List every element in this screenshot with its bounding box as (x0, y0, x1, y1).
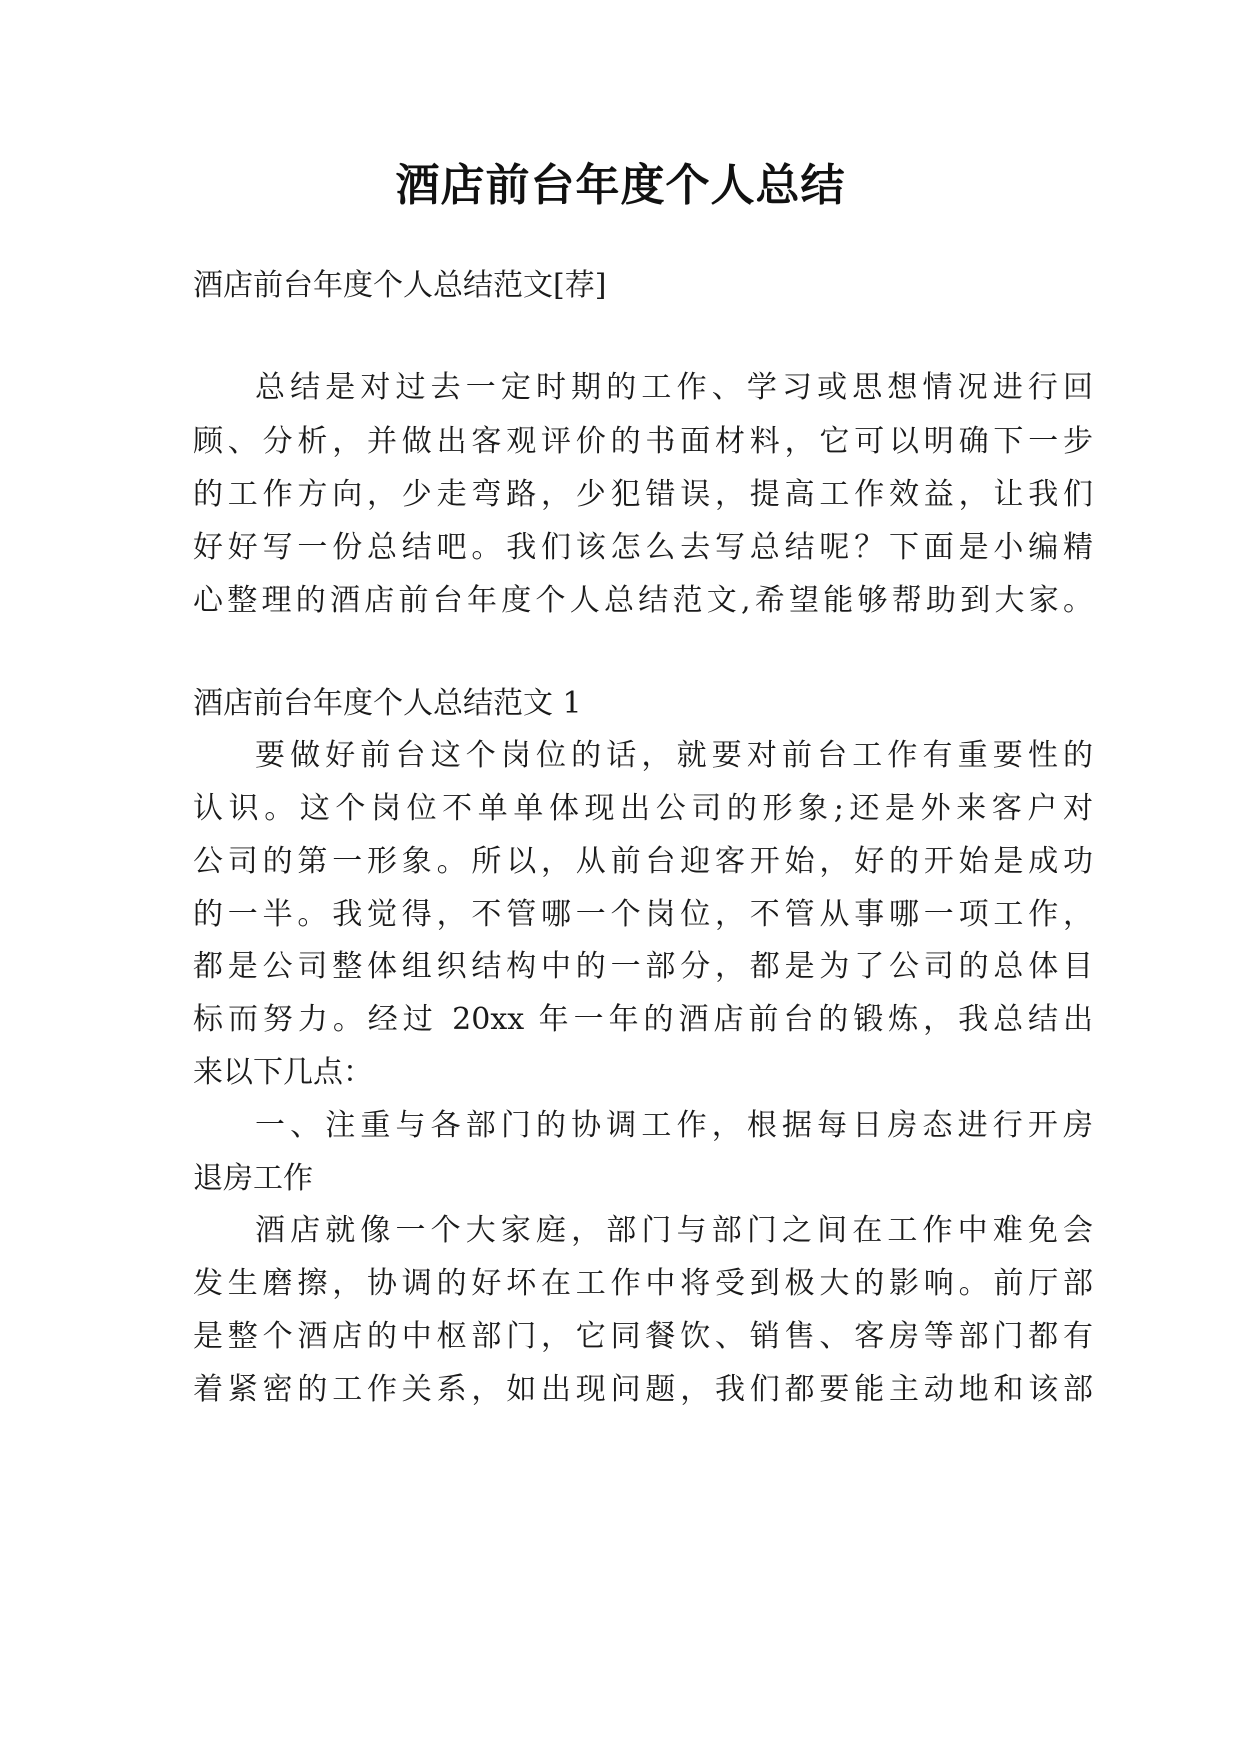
point-body-line: 发生磨擦，协调的好坏在工作中将受到极大的影响。前厅部 (193, 1266, 1093, 1301)
document-title: 酒店前台年度个人总结 (395, 160, 846, 211)
intro-line: 心整理的酒店前台年度个人总结范文,希望能够帮助到大家。 (193, 583, 1093, 618)
document-subtitle: 酒店前台年度个人总结范文[荐] (193, 268, 607, 303)
section-line: 公司的第一形象。所以，从前台迎客开始，好的开始是成功 (193, 844, 1093, 879)
section-line: 要做好前台这个岗位的话，就要对前台工作有重要性的 (255, 738, 1093, 773)
intro-line: 的工作方向，少走弯路，少犯错误，提高工作效益，让我们 (193, 477, 1093, 512)
intro-line: 总结是对过去一定时期的工作、学习或思想情况进行回 (255, 370, 1093, 405)
point-body-line: 酒店就像一个大家庭，部门与部门之间在工作中难免会 (255, 1213, 1093, 1248)
point-body-line: 是整个酒店的中枢部门，它同餐饮、销售、客房等部门都有 (193, 1319, 1093, 1354)
section-line: 的一半。我觉得，不管哪一个岗位，不管从事哪一项工作， (193, 897, 1093, 932)
intro-line: 顾、分析，并做出客观评价的书面材料，它可以明确下一步 (193, 424, 1093, 459)
point-body-line: 着紧密的工作关系，如出现问题，我们都要能主动地和该部 (193, 1372, 1093, 1407)
section-line: 认识。这个岗位不单单体现出公司的形象;还是外来客户对 (193, 791, 1093, 826)
section-line: 都是公司整体组织结构中的一部分，都是为了公司的总体目 (193, 949, 1093, 984)
point-heading-line: 一、注重与各部门的协调工作，根据每日房态进行开房 (255, 1108, 1093, 1143)
section-line: 标而努力。经过 20xx 年一年的酒店前台的锻炼，我总结出 (193, 1002, 1093, 1037)
section-line: 来以下几点： (193, 1055, 373, 1090)
intro-line: 好好写一份总结吧。我们该怎么去写总结呢？下面是小编精 (193, 530, 1093, 565)
section-heading: 酒店前台年度个人总结范文 1 (193, 686, 582, 721)
point-heading-line: 退房工作 (193, 1161, 313, 1196)
